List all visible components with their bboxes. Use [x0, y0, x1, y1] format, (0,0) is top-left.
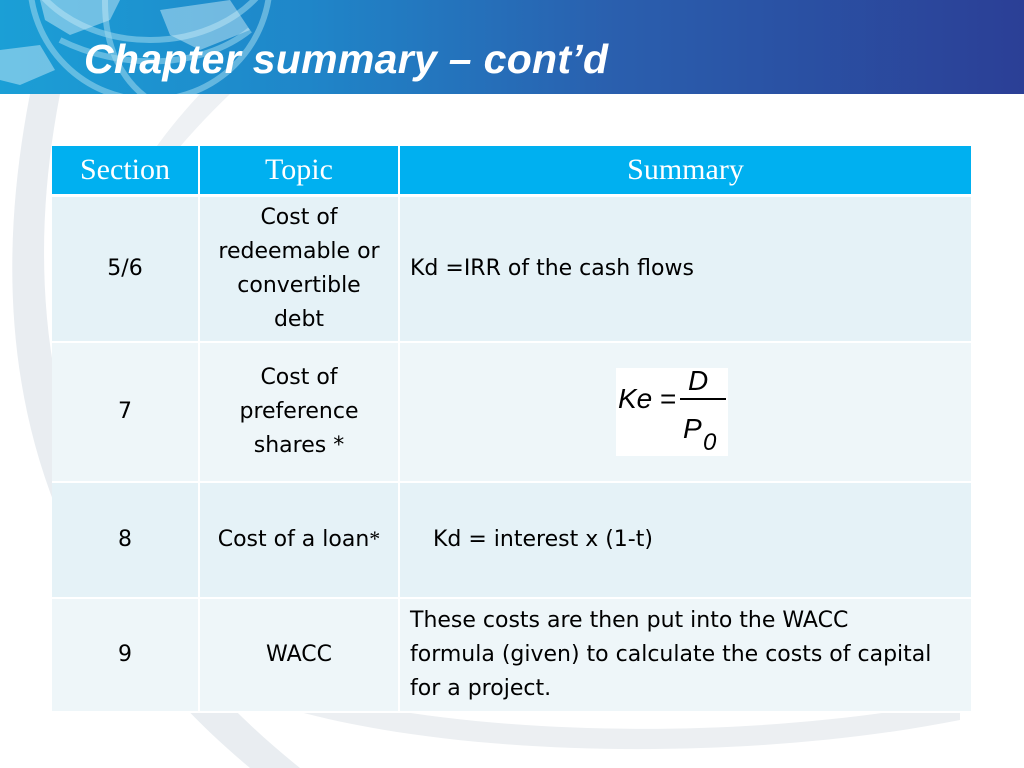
- header-banner: [0, 0, 1024, 94]
- summary-cell: Kd =IRR of the cash flows: [399, 196, 971, 342]
- summary-line: for a project.: [410, 675, 552, 701]
- section-cell: 5/6: [52, 196, 199, 342]
- topic-cell: [199, 196, 399, 342]
- table-row: [52, 342, 971, 482]
- summary-cell: Kd = interest x (1-t): [399, 482, 971, 598]
- topic-line: redeemable or: [218, 238, 380, 264]
- topic-cell: WACC: [199, 598, 399, 712]
- topic-text: Cost of a loan: [217, 527, 370, 552]
- table-row: [52, 482, 971, 598]
- topic-line: preference: [239, 398, 359, 424]
- topic-line: Cost of: [260, 364, 338, 390]
- topic-line: debt: [273, 306, 325, 332]
- formula-lhs: Ke: [618, 382, 653, 414]
- section-cell: 9: [52, 598, 199, 712]
- table-header-row: [52, 146, 971, 196]
- summary-line: formula (given) to calculate the costs of capital: [410, 641, 932, 667]
- summary-line: These costs are then put into the WACC: [410, 607, 849, 633]
- section-cell: 7: [52, 342, 199, 482]
- topic-line: convertible: [237, 272, 361, 298]
- topic-line: shares *: [253, 432, 345, 458]
- formula-equals: =: [660, 382, 677, 414]
- section-cell: 8: [52, 482, 199, 598]
- table-row: [52, 196, 971, 342]
- column-header-topic: Topic: [199, 146, 399, 196]
- formula-denominator-subscript: 0: [703, 428, 717, 456]
- summary-cell: [399, 598, 971, 712]
- topic-cell: [199, 342, 399, 482]
- summary-cell: [399, 342, 971, 482]
- chapter-summary-table: [52, 146, 971, 713]
- column-header-section: Section: [52, 146, 199, 196]
- topic-cell: [199, 482, 399, 598]
- formula-numerator: D: [688, 367, 709, 396]
- column-header-summary: Summary: [399, 146, 971, 196]
- topic-footnote-marker: *: [369, 526, 381, 551]
- formula-denominator: P: [683, 412, 702, 444]
- topic-line: Cost of: [260, 204, 338, 230]
- slide-title: Chapter summary – cont’d: [84, 36, 609, 82]
- table-row: [52, 598, 971, 712]
- formula-graphic: [616, 368, 728, 456]
- cost-of-equity-formula: [616, 368, 728, 456]
